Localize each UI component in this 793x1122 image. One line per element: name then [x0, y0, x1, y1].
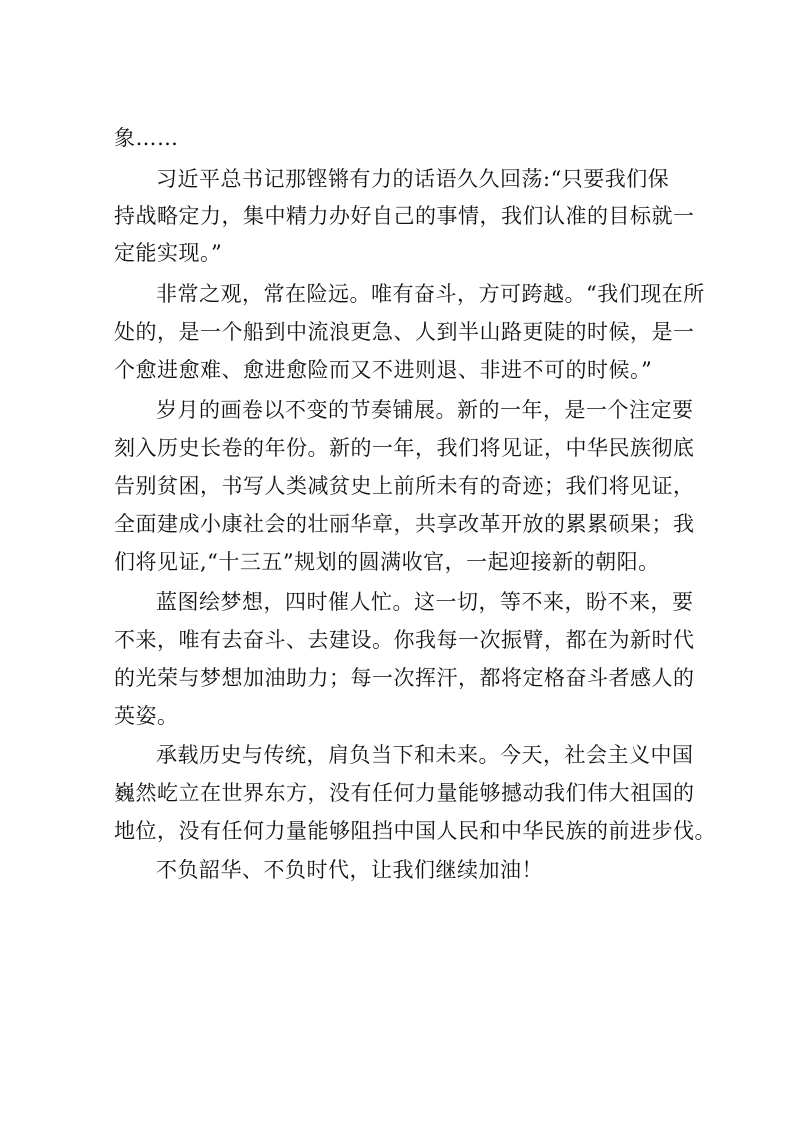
- text-line: 巍然屹立在世界东方，没有任何力量能够撼动我们伟大祖国的: [114, 781, 695, 805]
- text-line: 习近平总书记那铿锵有力的话语久久回荡:“只要我们保: [156, 167, 670, 191]
- text-line: 蓝图绘梦想，四时催人忙。这一切，等不来，盼不来，要: [156, 590, 694, 614]
- text-line: 全面建成小康社会的壮丽华章，共享改革开放的累累硕果；我: [114, 512, 695, 536]
- text-line: 个愈进愈难、愈进愈险而又不进则退、非进不可的时候。”: [114, 358, 653, 382]
- text-line: 不负韶华、不负时代，让我们继续加油！: [156, 858, 543, 882]
- text-line: 持战略定力，集中精力办好自己的事情，我们认准的目标就一: [114, 204, 695, 228]
- text-line: 告别贫困，书写人类减贫史上前所未有的奇迹；我们将见证，: [114, 474, 695, 498]
- text-line: 刻入历史长卷的年份。新的一年，我们将见证，中华民族彻底: [114, 436, 695, 460]
- text-line: 岁月的画卷以不变的节奏铺展。新的一年，是一个注定要: [156, 398, 694, 422]
- text-line: 英姿。: [114, 704, 179, 728]
- text-line: 的光荣与梦想加油助力；每一次挥汗，都将定格奋斗者感人的: [114, 666, 695, 690]
- text-line: 非常之观，常在险远。唯有奋斗，方可跨越。“我们现在所: [156, 282, 705, 306]
- text-line: 地位，没有任何力量能够阻挡中国人民和中华民族的前进步伐。: [114, 819, 716, 843]
- text-line: 象……: [114, 126, 179, 150]
- text-line: 不来，唯有去奋斗、去建设。你我每一次振臂，都在为新时代: [114, 628, 695, 652]
- text-line: 定能实现。”: [114, 241, 223, 265]
- text-line: 处的，是一个船到中流浪更急、人到半山路更陡的时候，是一: [114, 320, 695, 344]
- text-line: 承载历史与传统，肩负当下和未来。今天，社会主义中国: [156, 743, 694, 767]
- text-line: 们将见证,“十三五”规划的圆满收官，一起迎接新的朝阳。: [114, 550, 660, 574]
